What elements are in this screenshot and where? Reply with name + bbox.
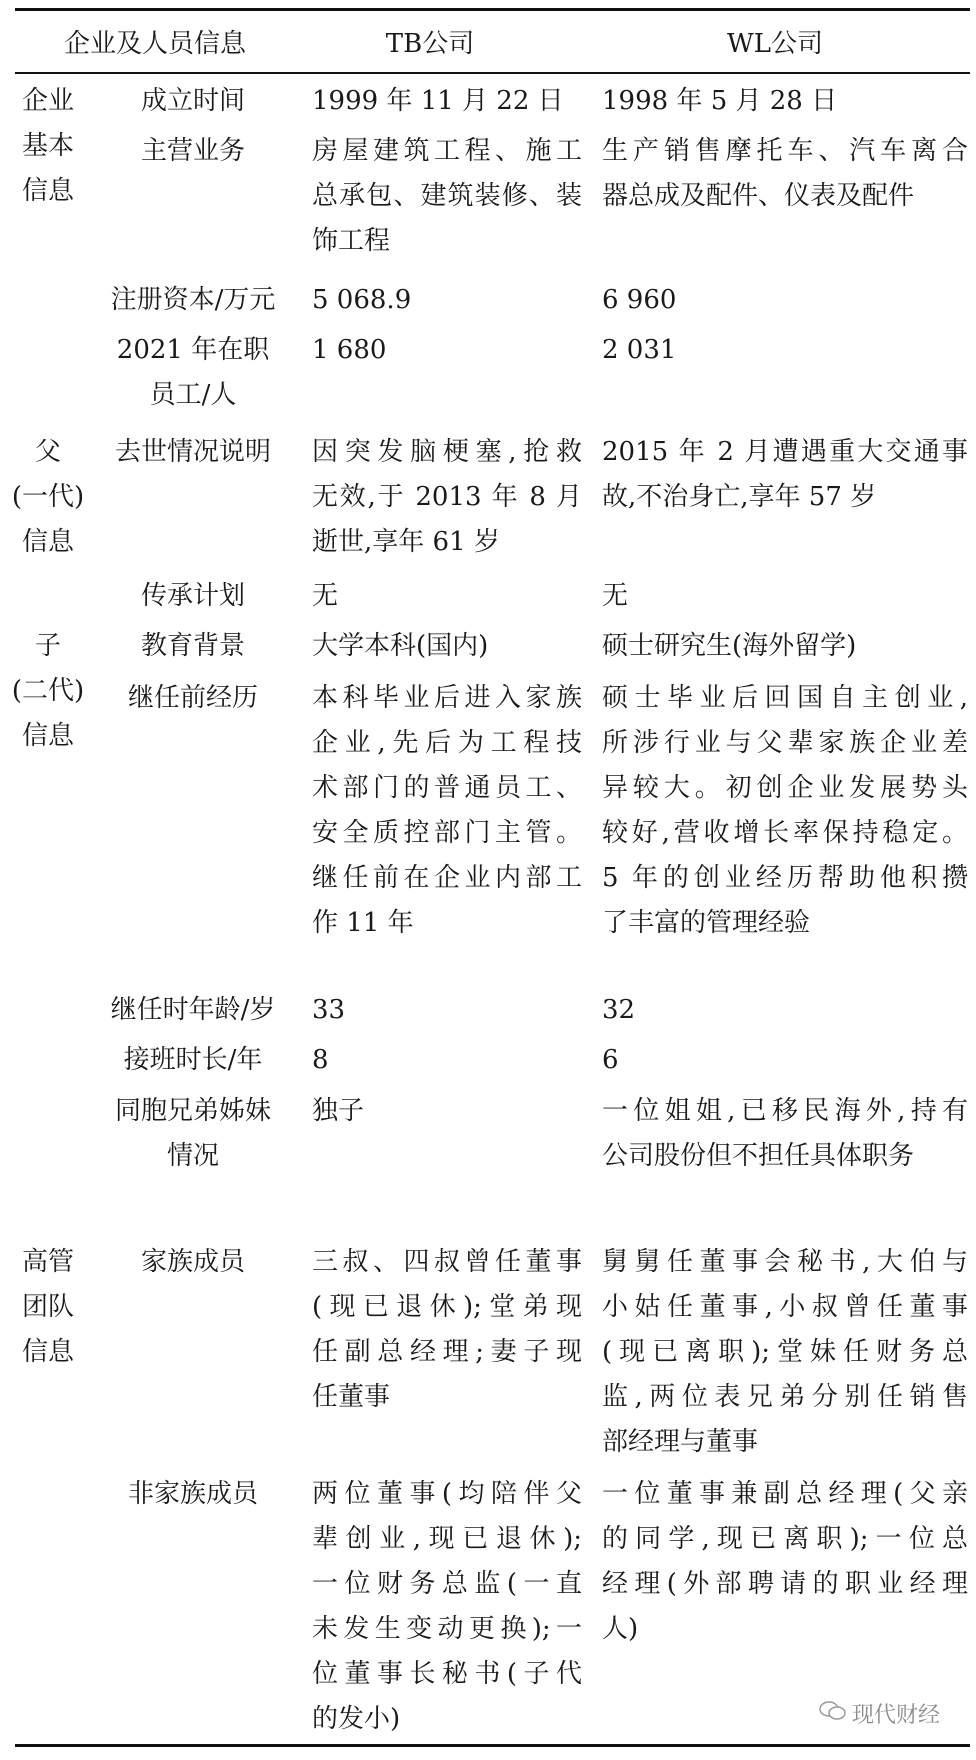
tb-cell-line: 任董事 [312,1382,391,1412]
wl-cell [602,278,968,323]
wl-cell-line: 监,两位表兄弟分别任销售 [602,1382,968,1412]
wl-cell-line: 2 031 [602,335,677,365]
tb-cell [312,328,582,373]
group-label-line: 信息 [21,1337,74,1367]
top-rule [15,8,970,11]
tb-cell-line: 5 068.9 [312,285,412,315]
wechat-icon [818,1699,848,1729]
wl-cell [602,1089,968,1179]
wl-cell [602,624,968,669]
row-label-line: 非家族成员 [127,1479,258,1509]
wl-cell-line: 一位姐姐,已移民海外,持有 [602,1096,968,1126]
tb-cell-line: 的发小) [312,1704,401,1734]
row-label [88,1089,298,1179]
wl-cell-line: 故,不治身亡,享年 57 岁 [602,482,877,512]
group-label [8,1240,88,1375]
row-label-line: 成立时间 [140,86,245,116]
row-label [88,129,298,174]
wl-cell-line: 部经理与董事 [602,1427,759,1457]
bottom-rule [15,1744,970,1747]
tb-cell-line: 辈创业,现已退休); [312,1524,582,1554]
wl-cell [602,1472,968,1652]
row-label-line: 员工/人 [149,380,237,410]
group-label-line: 父 [34,437,61,467]
tb-cell-line: 术部门的普通员工、 [312,773,582,803]
tb-cell [312,278,582,323]
tb-cell-line: 继任前在企业内部工 [312,863,582,893]
tb-cell-line: 企业,先后为工程技 [312,728,582,758]
row-label-line: 同胞兄弟姊妹 [114,1096,271,1126]
tb-cell-line: (现已退休);堂弟现 [312,1292,582,1322]
wl-cell [602,1038,968,1083]
row-label-line: 2021 年在职 [116,335,270,365]
tb-cell-line: 33 [312,995,346,1025]
row-label-line: 家族成员 [140,1247,245,1277]
wl-cell-line: 1998 年 5 月 28 日 [602,86,838,116]
group-label-line: (一代) [11,482,85,512]
wl-cell-line: 了丰富的管理经验 [602,908,811,938]
wl-cell-line: 生产销售摩托车、汽车离合 [602,136,968,166]
wl-cell-line: 硕士毕业后回国自主创业, [602,683,968,713]
group-label-line: 信息 [21,527,74,557]
group-label [8,624,88,759]
tb-cell-line: 逝世,享年 61 岁 [312,527,500,557]
tb-cell-line: 任副总经理;妻子现 [312,1337,582,1367]
wl-cell-line: 公司股份但不担任具体职务 [602,1141,915,1171]
wl-cell-line: 人) [602,1614,639,1644]
row-label [88,278,298,323]
group-label-line: 信息 [21,721,74,751]
row-label-line: 主营业务 [140,136,245,166]
tb-cell-line: 房屋建筑工程、施工 [312,136,582,166]
wl-cell-line: (现已离职);堂妹任财务总 [602,1337,968,1367]
row-label [88,988,298,1033]
row-label-line: 注册资本/万元 [110,285,276,315]
row-label [88,1472,298,1517]
row-label-line: 接班时长/年 [123,1045,263,1075]
row-label [88,79,298,124]
tb-cell-line: 总承包、建筑装修、装 [312,181,582,211]
wl-cell [602,129,968,219]
row-label [88,624,298,669]
tb-cell [312,988,582,1033]
wl-cell-line: 6 [602,1045,619,1075]
row-label [88,1038,298,1083]
watermark [818,1698,940,1729]
row-label-line: 传承计划 [140,581,245,611]
wl-cell-line: 32 [602,995,636,1025]
header-wl-company: WL公司 [727,29,823,59]
tb-cell-line: 安全质控部门主管。 [312,818,582,848]
tb-cell-line: 独子 [312,1096,365,1126]
tb-cell-line: 1 680 [312,335,387,365]
tb-cell [312,624,582,669]
wl-cell [602,430,968,520]
wl-cell [602,574,968,619]
tb-cell-line: 三叔、四叔曾任董事 [312,1247,582,1277]
tb-cell [312,1472,582,1742]
group-label-line: 高管 [21,1247,74,1277]
tb-cell-line: 1999 年 11 月 22 日 [312,86,564,116]
wl-cell-line: 5 年的创业经历帮助他积攒 [602,863,968,893]
wl-cell [602,79,968,124]
tb-cell-line: 未发生变动更换);一 [312,1614,582,1644]
wl-cell-line: 经理(外部聘请的职业经理 [602,1569,968,1599]
wl-cell-line: 的同学,现已离职);一位总 [602,1524,968,1554]
wl-cell-line: 所涉行业与父辈家族企业差 [602,728,968,758]
wl-cell-line: 异较大。初创企业发展势头 [602,773,968,803]
wl-cell-line: 2015 年 2 月遭遇重大交通事 [602,437,968,467]
tb-cell-line: 8 [312,1045,329,1075]
group-label-line: 团队 [21,1292,74,1322]
row-label [88,574,298,619]
group-label-line: (二代) [11,676,85,706]
tb-cell-line: 本科毕业后进入家族 [312,683,582,713]
tb-cell-line: 位董事长秘书(子代 [312,1659,582,1689]
wl-cell-line: 小姑任董事,小叔曾任董事 [602,1292,968,1322]
group-label [8,430,88,565]
tb-cell-line: 作 11 年 [312,908,414,938]
tb-cell-line: 两位董事(均陪伴父 [312,1479,582,1509]
row-label-line: 情况 [166,1141,219,1171]
tb-cell-line: 一位财务总监(一直 [312,1569,582,1599]
group-label-line: 子 [34,631,61,661]
row-label-line: 继任时年龄/岁 [110,995,276,1025]
header-enterprise-info: 企业及人员信息 [63,29,246,59]
tb-cell [312,430,582,565]
row-label [88,1240,298,1285]
wl-cell-line: 舅舅任董事会秘书,大伯与 [602,1247,968,1277]
header-tb-company: TB公司 [385,29,475,59]
tb-cell [312,79,582,124]
group-label-line: 信息 [21,176,74,206]
row-label-line: 去世情况说明 [114,437,271,467]
wl-cell [602,676,968,946]
group-label-line: 企业 [21,86,74,116]
tb-cell-line: 无效,于 2013 年 8 月 [312,482,582,512]
wl-cell [602,1240,968,1465]
wl-cell-line: 一位董事兼副总经理(父亲 [602,1479,968,1509]
group-label-line: 基本 [21,131,74,161]
tb-cell [312,1089,582,1134]
tb-cell [312,1240,582,1420]
wl-cell-line: 无 [602,581,629,611]
tb-cell-line: 大学本科(国内) [312,631,489,661]
wl-cell-line: 6 960 [602,285,677,315]
row-label [88,430,298,475]
group-label [8,79,88,214]
row-label [88,328,298,418]
tb-cell-line: 饰工程 [312,226,391,256]
wl-cell-line: 器总成及配件、仪表及配件 [602,181,915,211]
watermark-text: 现代财经 [852,1703,941,1728]
tb-cell-line: 无 [312,581,339,611]
wl-cell [602,328,968,373]
wl-cell [602,988,968,1033]
tb-cell [312,574,582,619]
tb-cell [312,129,582,264]
tb-cell [312,676,582,946]
row-label [88,676,298,721]
wl-cell-line: 较好,营收增长率保持稳定。 [602,818,968,848]
tb-cell-line: 因突发脑梗塞,抢救 [312,437,582,467]
row-label-line: 继任前经历 [127,683,258,713]
row-label-line: 教育背景 [140,631,245,661]
header-rule [15,72,970,74]
wl-cell-line: 硕士研究生(海外留学) [602,631,857,661]
tb-cell [312,1038,582,1083]
